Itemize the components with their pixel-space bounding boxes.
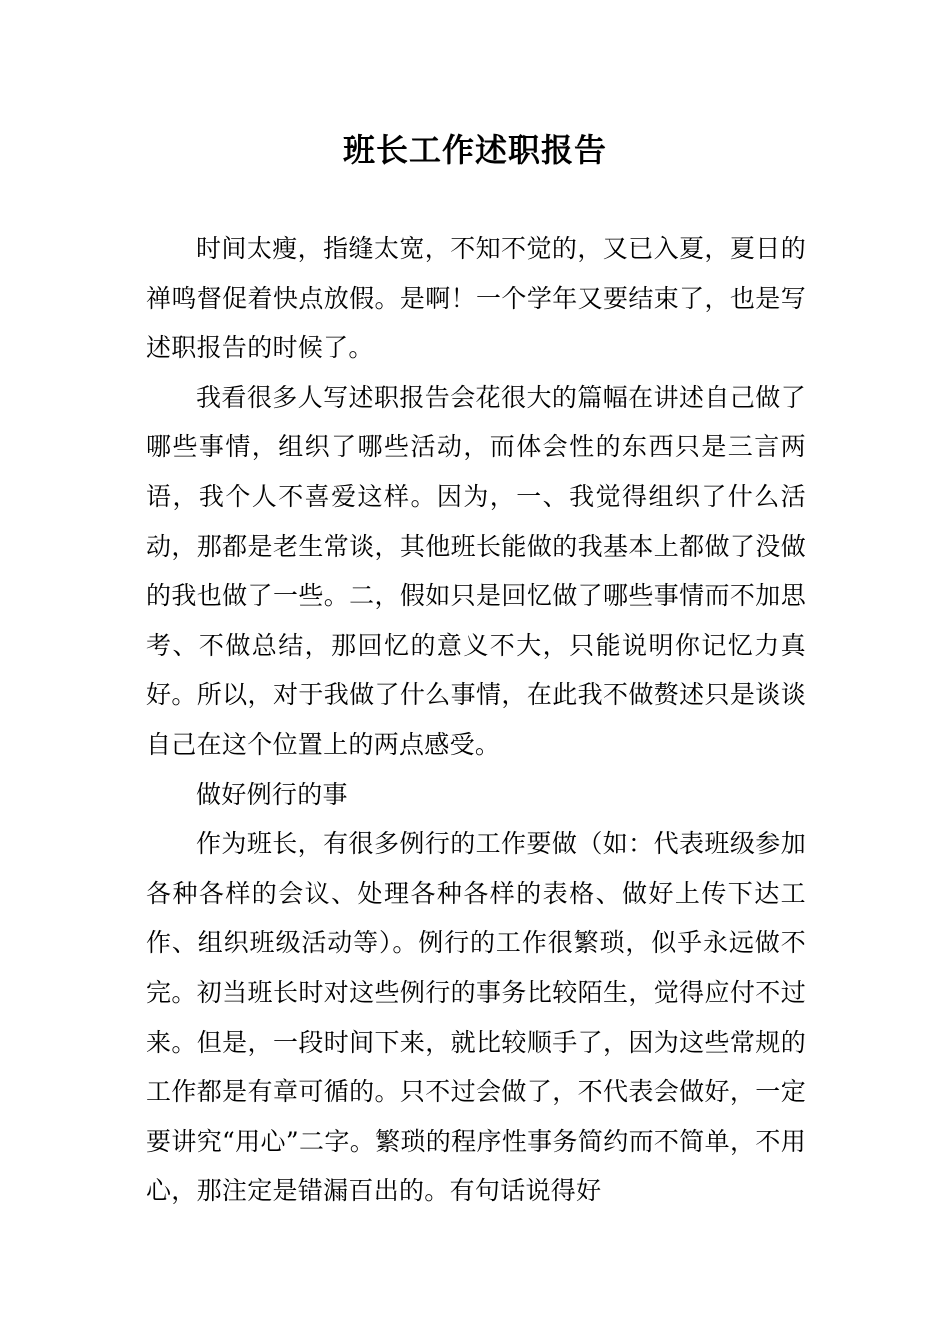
paragraph-intro: 时间太瘦，指缝太宽，不知不觉的，又已入夏，夏日的禅鸣督促着快点放假。是啊！一个学年又要结束了，也是写述职报告的时候了。 bbox=[146, 234, 806, 363]
paragraph-routine-work: 作为班长，有很多例行的工作要做（如：代表班级参加各种各样的会议、处理各种各样的表格、做好上传下达工作、组织班级活动等）。例行的工作很繁琐，似乎永远做不完。初当班长时对这些例行的事务比较陌生，觉得应付不过来。但是，一段时间下来，就比较顺手了，因为这些常规的工作都是有章可循的。只不过会做了，不代表会做好，一定要讲究“用心”二字。繁琐的程序性事务简约而不简单，不用心，那注定是错漏百出的。有句话说得好 bbox=[146, 829, 806, 1206]
section-heading-routine: 做好例行的事 bbox=[196, 779, 348, 809]
paragraph-reflection: 我看很多人写述职报告会花很大的篇幅在讲述自己做了哪些事情，组织了哪些活动，而体会性的东西只是三言两语，我个人不喜爱这样。因为，一、我觉得组织了什么活动，那都是老生常谈，其他班长能做的我基本上都做了没做的我也做了一些。二，假如只是回忆做了哪些事情而不加思考、不做总结，那回忆的意义不大，只能说明你记忆力真好。所以，对于我做了什么事情，在此我不做赘述只是谈谈自己在这个位置上的两点感受。 bbox=[146, 382, 806, 759]
document-body bbox=[146, 224, 806, 1216]
document-title: 班长工作述职报告 bbox=[342, 131, 607, 169]
